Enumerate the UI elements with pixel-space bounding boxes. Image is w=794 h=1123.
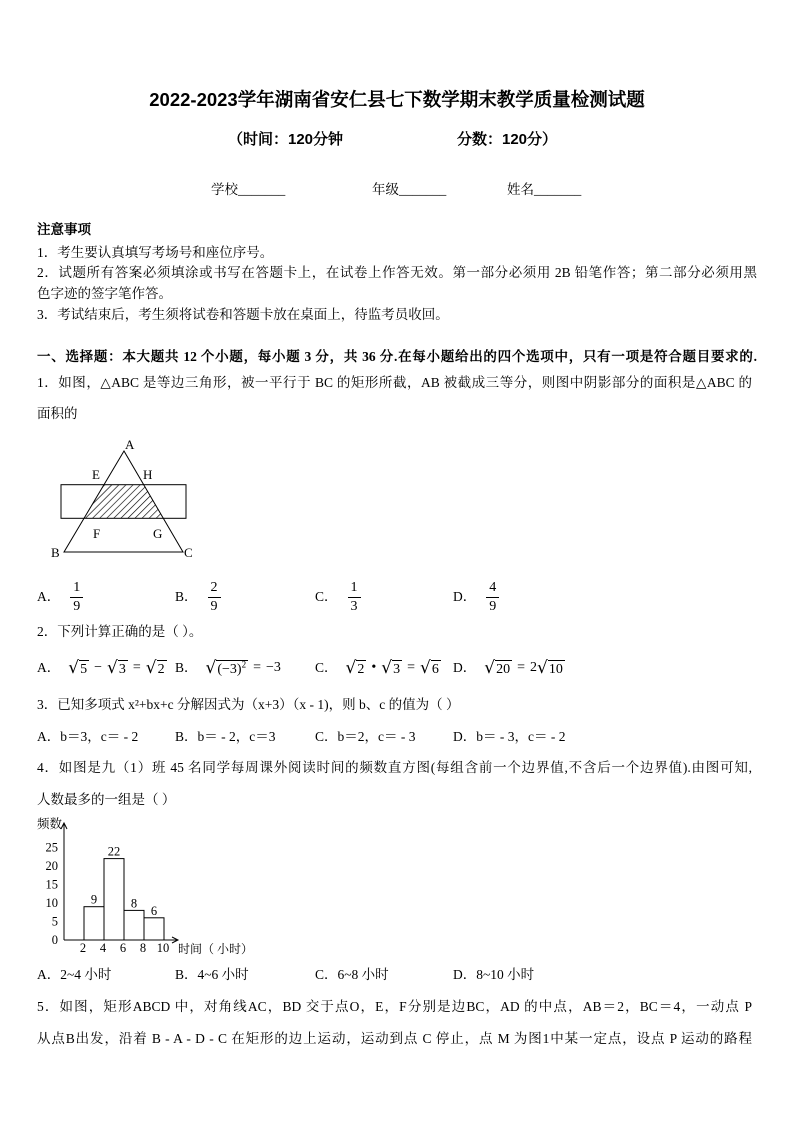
x-tick-label: 10 (156, 941, 170, 955)
bar-value-label: 8 (130, 896, 138, 911)
radical (484, 658, 512, 678)
radical (206, 658, 249, 678)
operator: • (371, 660, 377, 675)
radicand: 5 (80, 662, 88, 677)
shaded-region (84, 485, 163, 519)
y-tick-label: 0 (51, 933, 58, 947)
option-label: B． (175, 589, 198, 604)
denominator: 9 (210, 598, 218, 614)
q3-option-d: D．b＝ - 3，c＝ - 2 (453, 729, 566, 744)
radical (537, 658, 565, 678)
radical-sign: √ (68, 658, 80, 678)
label-g: G (153, 526, 163, 541)
radicand: 6 (431, 662, 439, 677)
x-tick-label: 4 (99, 941, 107, 955)
q1-triangle-figure (45, 438, 205, 563)
option-label: D． (453, 589, 477, 604)
name-field: 姓名_______ (507, 182, 582, 197)
histogram-bar (144, 918, 164, 940)
coefficient: 2 (530, 660, 537, 675)
notice-line: 3．考试结束后，考生须将试卷和答题卡放在桌面上，待监考员收回。 (37, 307, 449, 322)
radical (146, 658, 167, 678)
q1-stem-line: 1．如图，△ABC 是等边三角形，被一平行于 BC 的矩形所截，AB 被截成三等分，则图中阴影部分的面积是△ABC 的 (37, 375, 752, 390)
q1-option-d (453, 578, 499, 616)
radicand-base: (−3) (217, 662, 242, 677)
label-e: E (92, 467, 100, 482)
equals-sign: = (253, 660, 261, 675)
notice-line: 2．试题所有答案必须填涂或书写在答题卡上，在试卷上作答无效。第一部分必须用 2B 铅笔作答；第二部分必须用黑 (37, 265, 757, 280)
histogram-bar (124, 910, 144, 940)
q4-histogram (30, 815, 265, 960)
label-f: F (93, 526, 101, 541)
option-expression (206, 658, 281, 678)
q4-stem-line: 人数最多的一组是（ ） (37, 792, 176, 807)
x-tick-label: 8 (139, 941, 147, 955)
label-c: C (184, 545, 193, 560)
radicand: 2 (157, 662, 165, 677)
radical (381, 658, 402, 678)
label-h: H (143, 467, 153, 482)
q5-stem-line: 5．如图，矩形ABCD 中，对角线AC，BD 交于点O，E，F分别是边BC，AD 的中点，AB＝2，BC＝4，一动点 P (37, 999, 752, 1014)
q4-option-a: A．2~4 小时 (37, 967, 112, 982)
exponent: 2 (241, 659, 247, 670)
equals-sign: = (517, 660, 525, 675)
q1-option-c (315, 578, 361, 616)
radical (68, 658, 89, 678)
x-tick-label: 6 (119, 941, 127, 955)
q2-option-c (315, 655, 441, 681)
label-a: A (125, 437, 135, 452)
radicand: 20 (496, 662, 511, 677)
histogram-bar (84, 907, 104, 940)
q3-option-b: B．b＝ - 2，c＝3 (175, 729, 276, 744)
rhs-value: −3 (266, 660, 281, 675)
notice-line: 1．考生要认真填写考场号和座位序号。 (37, 245, 274, 260)
y-tick-label: 10 (45, 896, 58, 910)
q3-stem: 3．已知多项式 x²+bx+c 分解因式为（x+3）（x - 1)，则 b、c 的值为（ ） (37, 697, 460, 712)
q2-stem: 2．下列计算正确的是（ ）。 (37, 624, 203, 639)
radical-sign: √ (381, 658, 393, 678)
q4-stem-line: 4．如图是九（1）班 45 名同学每周课外阅读时间的频数直方图(每组含前一个边界值,不含后一个边界值).由图可知, (37, 760, 752, 775)
exam-title: 2022-2023学年湖南省安仁县七下数学期末教学质量检测试题 (149, 89, 645, 110)
denominator: 9 (489, 598, 497, 614)
numerator: 2 (208, 579, 221, 598)
radical-sign: √ (484, 658, 496, 678)
radical-sign: √ (420, 658, 431, 678)
numerator: 1 (348, 579, 361, 598)
y-tick-label: 25 (45, 840, 58, 855)
bar-value-label: 9 (90, 892, 98, 907)
radical-sign: √ (145, 658, 157, 678)
bar-value-label: 22 (107, 844, 121, 859)
q2-option-b (175, 655, 281, 681)
label-b: B (51, 545, 60, 560)
exam-time: （时间：120分钟 (228, 131, 344, 148)
radicand: 3 (393, 662, 401, 677)
y-axis-label: 频数 (37, 817, 63, 831)
school-field: 学校_______ (211, 182, 286, 197)
option-expression (346, 658, 441, 678)
radicand: 3 (118, 662, 126, 677)
fraction (486, 579, 499, 616)
radical (420, 658, 441, 678)
y-tick-label: 5 (51, 914, 58, 929)
option-label: A． (37, 660, 61, 675)
radical-sign: √ (205, 658, 217, 678)
radicand: 10 (548, 662, 563, 677)
q4-option-c: C．6~8 小时 (315, 967, 389, 982)
q1-option-b (175, 578, 221, 616)
fraction (70, 579, 83, 616)
radical-sign: √ (345, 658, 357, 678)
option-label: C． (315, 589, 338, 604)
equals-sign: = (407, 660, 416, 675)
radical (346, 658, 367, 678)
q4-option-d: D．8~10 小时 (453, 967, 535, 982)
grade-field: 年级_______ (372, 182, 447, 197)
q4-option-b: B．4~6 小时 (175, 967, 249, 982)
notice-heading: 注意事项 (37, 222, 91, 237)
q2-option-a (37, 655, 167, 681)
y-tick-label: 20 (45, 859, 58, 873)
q5-stem-line: 从点B出发，沿着 B - A - D - C 在矩形的边上运动，运动到点 C 停止，点 M 为图1中某一定点，设点 P 运动的路程 (37, 1031, 752, 1046)
histogram-bar (104, 859, 124, 940)
operator: − (94, 660, 102, 675)
exam-score: 分数：120分） (457, 131, 558, 148)
radical-sign: √ (107, 658, 118, 678)
fraction (348, 579, 361, 616)
option-label: A． (37, 589, 61, 604)
denominator: 9 (73, 598, 81, 614)
numerator: 4 (486, 579, 499, 598)
radical-sign: √ (537, 658, 548, 678)
numerator: 1 (70, 579, 83, 598)
option-label: C． (315, 660, 338, 675)
radicand: 2 (357, 662, 365, 677)
y-tick-label: 15 (45, 877, 58, 892)
radicand (216, 660, 248, 678)
option-expression (484, 658, 565, 678)
denominator: 3 (350, 598, 358, 614)
option-label: B． (175, 660, 198, 675)
q2-option-d (453, 655, 565, 681)
notice-line: 色字迹的签字笔作答。 (37, 286, 172, 301)
equals-sign: = (132, 660, 141, 675)
q1-stem-line: 面积的 (37, 406, 78, 421)
option-expression (68, 658, 166, 678)
x-axis-label: 时间（ 小时） (178, 942, 254, 956)
radical (107, 658, 128, 678)
q1-option-a (37, 578, 83, 616)
bar-value-label: 6 (150, 903, 158, 918)
fraction (208, 579, 221, 616)
section-heading: 一、选择题：本大题共 12 个小题，每小题 3 分，共 36 分.在每小题给出的四个选项中，只有一项是符合题目要求的. (37, 349, 757, 364)
option-label: D． (453, 660, 477, 675)
q3-option-c: C．b＝2，c＝ - 3 (315, 729, 416, 744)
x-tick-label: 2 (79, 941, 87, 955)
q3-option-a: A．b＝3，c＝ - 2 (37, 729, 139, 744)
